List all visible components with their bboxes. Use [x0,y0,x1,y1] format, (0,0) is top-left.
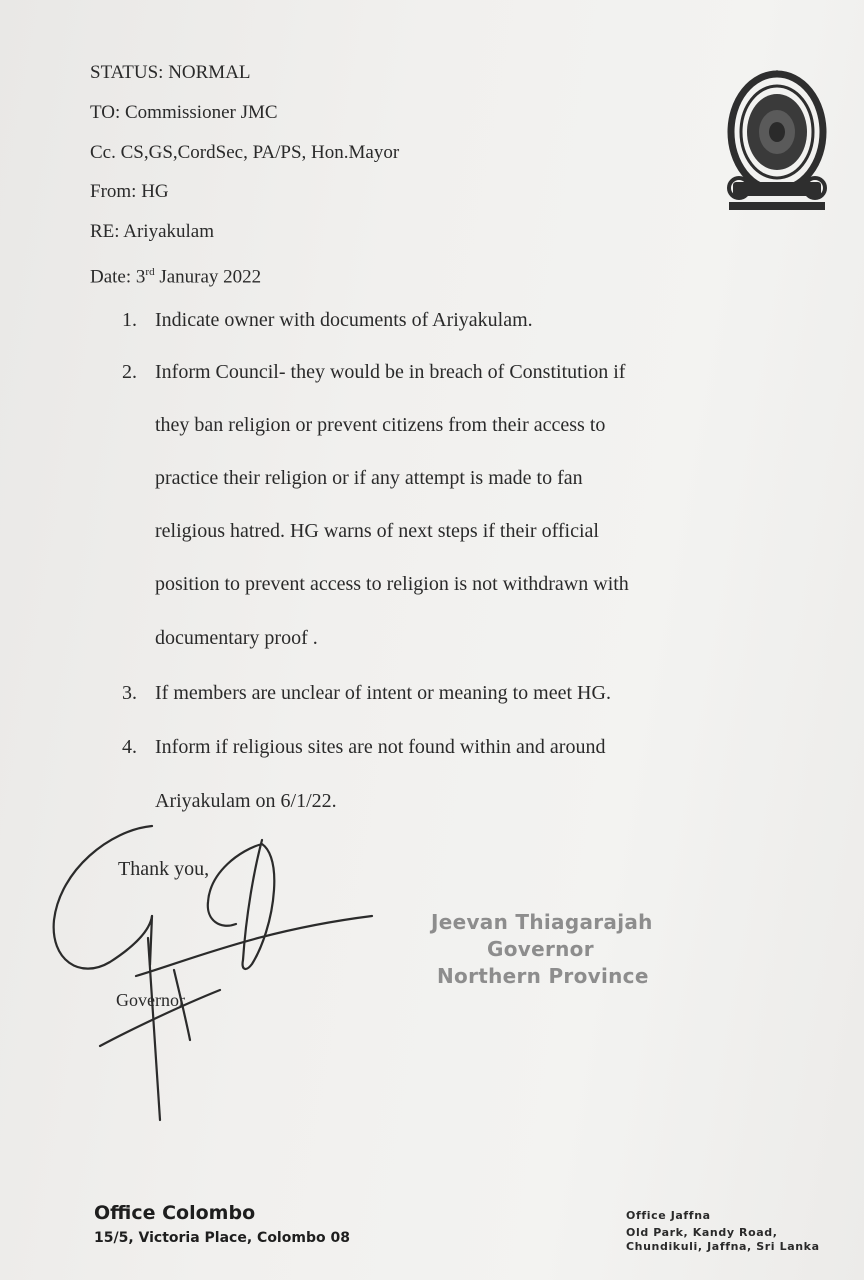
stamp-name: Jeevan Thiagarajah [431,910,653,934]
footer-colombo-title: Office Colombo [94,1202,256,1224]
footer-jaffna-line1: Old Park, Kandy Road, [626,1226,778,1239]
date-suffix: Januray 2022 [154,266,262,288]
status-line: STATUS: NORMAL [90,62,251,83]
stamp-province: Northern Province [437,964,649,988]
date-prefix: Date: 3 [90,266,146,288]
cc-line: Cc. CS,GS,CordSec, PA/PS, Hon.Mayor [90,142,400,163]
item-2-line-4: religious hatred. HG warns of next steps if their official [155,520,599,542]
item-number-1: 1. [122,309,137,331]
date-superscript: rd [145,266,155,278]
footer-jaffna-title: Office Jaffna [626,1209,711,1222]
item-number-3: 3. [122,682,137,704]
item-2-line-3: practice their religion or if any attempt is made to fan [155,467,583,489]
footer-jaffna-line2: Chundikuli, Jaffna, Sri Lanka [626,1241,820,1253]
thank-you-text: Thank you, [118,858,210,880]
item-2-line-6: documentary proof . [155,627,318,649]
item-2-line-5: position to prevent access to religion is not withdrawn with [155,573,629,595]
item-1-line-1: Indicate owner with documents of Ariyakulam. [155,309,533,331]
from-line: From: HG [90,181,169,202]
date-line [90,261,261,288]
item-2-line-2: they ban religion or prevent citizens from their access to [155,414,606,436]
re-line: RE: Ariyakulam [90,221,215,242]
item-3-line-1: If members are unclear of intent or meaning to meet HG. [155,682,611,704]
item-2-line-1: Inform Council- they would be in breach of Constitution if [155,361,626,383]
item-number-4: 4. [122,736,137,758]
to-line: TO: Commissioner JMC [90,102,278,123]
sri-lanka-emblem-icon [725,70,829,212]
stamp-title: Governor [487,937,594,961]
item-4-line-2: Ariyakulam on 6/1/22. [155,790,337,812]
item-4-line-1: Inform if religious sites are not found within and around [155,736,606,758]
governor-label: Governor [116,990,185,1010]
item-number-2: 2. [122,361,137,383]
footer-colombo-address: 15/5, Victoria Place, Colombo 08 [94,1230,350,1246]
handwritten-signature [40,820,400,1140]
